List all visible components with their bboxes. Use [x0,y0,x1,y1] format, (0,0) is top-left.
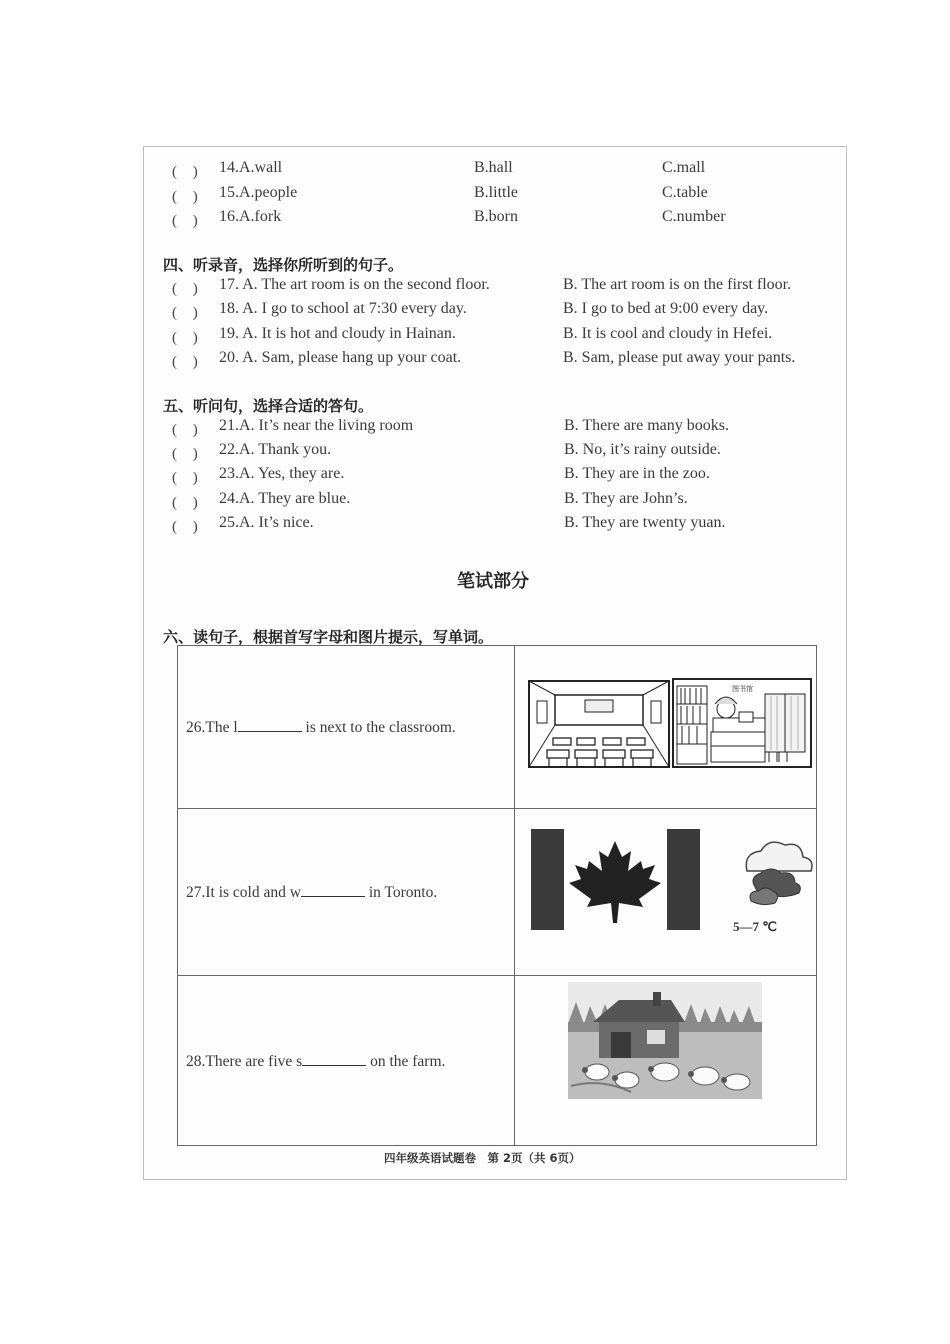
sentence-end: is next to the classroom. [301,719,456,736]
answer-paren[interactable]: ( ) [172,189,204,205]
answer-paren[interactable]: ( ) [172,213,204,229]
answer-paren[interactable]: ( ) [172,495,204,511]
answer-paren[interactable]: ( ) [172,519,204,535]
table-row [178,809,817,976]
sentence-cell [178,809,515,976]
section-heading: 六、读句子，根据首写字母和图片提示，写单词。 [163,628,494,646]
option-a: 17. A. The art room is on the second floor. [219,276,490,293]
option-b: B. They are John’s. [564,490,688,507]
option-c: C.number [662,208,726,225]
picture-cell [515,976,817,1146]
sentence-start: 28.There are five s [186,1052,303,1070]
fill-in-table [177,645,817,1146]
answer-paren[interactable]: ( ) [172,354,204,370]
option-c: C.table [662,184,708,201]
option-a: 21.A. It’s near the living room [219,417,414,434]
option-a: 24.A. They are blue. [219,490,351,507]
table-row [178,646,817,809]
option-b: B.little [474,184,518,201]
section-heading: 五、听问句，选择合适的答句。 [163,397,374,415]
library-sign: 图书馆 [732,685,753,693]
section-heading: 四、听录音，选择你所听到的句子。 [163,256,404,274]
library-icon [673,679,811,767]
option-b: B. I go to bed at 9:00 every day. [563,300,769,317]
option-a: 22.A. Thank you. [219,441,332,458]
option-b: B.born [474,208,518,225]
answer-paren[interactable]: ( ) [172,422,204,438]
option-b: B. There are many books. [564,417,729,434]
option-a: 20. A. Sam, please hang up your coat. [219,349,462,366]
picture-cell [515,809,817,976]
option-a: 19. A. It is hot and cloudy in Hainan. [219,325,456,342]
sentence-cell [178,646,515,809]
option-b: B. They are twenty yuan. [564,514,726,531]
table-row [178,976,817,1146]
sentence-start: 27.It is cold and w [186,884,301,901]
option-c: C.mall [662,159,706,176]
picture-cell [515,646,817,809]
answer-blank[interactable] [238,717,302,732]
sentence-end: in Toronto. [364,884,438,901]
canada-flag-icon [531,829,700,930]
cloudy-weather-icon [746,842,812,905]
option-b: B. The art room is on the first floor. [563,276,792,293]
written-part-title: 笔试部分 [457,571,529,592]
answer-paren[interactable]: ( ) [172,281,204,297]
classroom-library-picture [515,646,816,808]
option-a: 23.A. Yes, they are. [219,465,345,482]
temperature-label: 5—7 ℃ [733,919,777,934]
option-a: 15.A.people [219,184,298,201]
option-b: B. It is cool and cloudy in Hefei. [563,325,773,342]
option-b: B.hall [474,159,513,176]
option-a: 25.A. It’s nice. [219,514,314,531]
option-a: 18. A. I go to school at 7:30 every day. [219,300,467,317]
answer-blank[interactable] [302,1051,366,1066]
option-b: B. They are in the zoo. [564,465,710,482]
option-b: B. No, it’s rainy outside. [564,441,721,458]
answer-blank[interactable] [301,882,365,897]
option-b: B. Sam, please put away your pants. [563,349,796,366]
option-a: 16.A.fork [219,208,282,225]
answer-paren[interactable]: ( ) [172,305,204,321]
farm-sheep-picture [515,976,816,1145]
canada-flag-weather-picture [515,809,816,975]
answer-paren[interactable]: ( ) [172,330,204,346]
classroom-icon [529,681,669,767]
answer-paren[interactable]: ( ) [172,470,204,486]
answer-paren[interactable]: ( ) [172,164,204,180]
page-footer: 四年级英语试题卷 第 2页（共 6页） [384,1151,581,1165]
sentence-cell [178,976,515,1146]
option-a: 14.A.wall [219,159,283,176]
answer-paren[interactable]: ( ) [172,446,204,462]
sentence-start: 26.The l [186,719,238,736]
sentence-end: on the farm. [366,1052,446,1070]
